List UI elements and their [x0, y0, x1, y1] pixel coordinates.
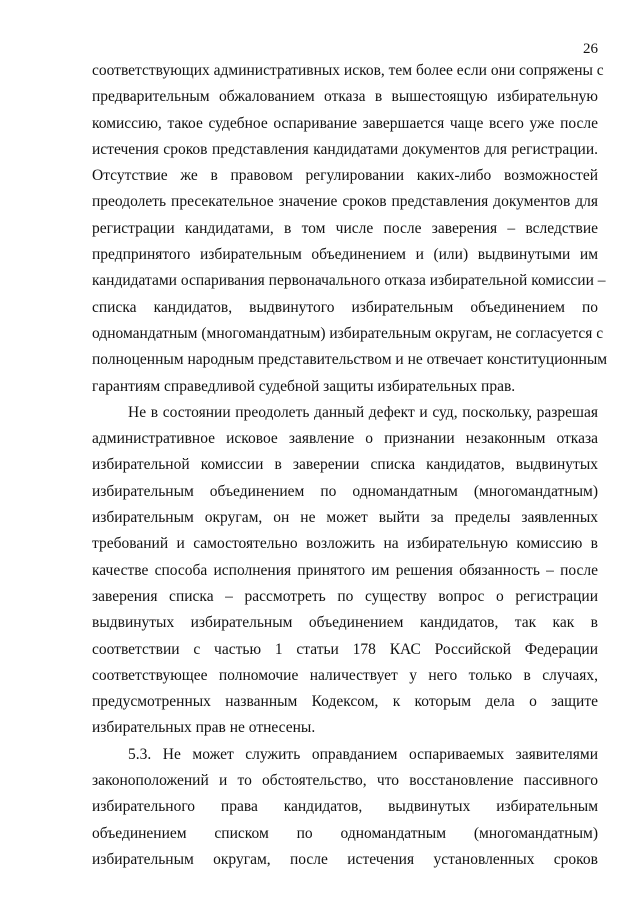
paragraph	[92, 58, 608, 400]
text-line: избирательным объединением по одномандатным (многомандатным)	[92, 482, 598, 500]
text-line: предусмотренных названным Кодексом, к которым дела о защите	[92, 693, 598, 711]
document-body	[92, 58, 608, 873]
text-line: выдвинутых избирательным объединением кандидатов, так как в	[92, 614, 598, 632]
text-line: предварительным обжалованием отказа в вышестоящую избирательную	[92, 88, 598, 106]
text-line: избирательным округам, после истечения установленных сроков	[92, 850, 598, 868]
text-line: объединением списком по одномандатным (многомандатным)	[92, 824, 598, 842]
text-line: соответствии с частью 1 статьи 178 КАС Российской Федерации	[92, 640, 598, 658]
text-line: избирательной комиссии в заверении списка кандидатов, выдвинутых	[92, 456, 598, 474]
paragraph	[92, 400, 598, 742]
text-line: Не в состоянии преодолеть данный дефект и суд, поскольку, разрешая	[128, 403, 598, 421]
text-line: преодолеть пресекательное значение сроков представления документов для	[92, 193, 598, 211]
text-line: одномандатным (многомандатным) избирательным округам, не согласуется с	[92, 324, 604, 342]
text-line: гарантиям справедливой судебной защиты избирательных прав.	[92, 377, 516, 395]
paragraph	[92, 742, 598, 873]
text-line: законоположений и то обстоятельство, что восстановление пассивного	[92, 772, 598, 790]
text-line: списка кандидатов, выдвинутого избирательным объединением по	[92, 298, 598, 316]
text-line: соответствующих административных исков, тем более если они сопряжены с	[92, 62, 604, 79]
text-line: кандидатами оспаривания первоначального отказа избирательной комиссии –	[92, 272, 606, 290]
text-line: требований и самостоятельно возложить на избирательную комиссию в	[92, 535, 598, 553]
text-line: соответствующее полномочие наличествует у него только в случаях,	[92, 666, 598, 684]
text-line: истечения сроков представления кандидатами документов для регистрации.	[92, 140, 598, 158]
text-line: заверения списка – рассмотреть по существу вопрос о регистрации	[92, 587, 598, 605]
text-line: избирательного права кандидатов, выдвинутых избирательным	[92, 798, 598, 816]
text-line: избирательным округам, он не может выйти за пределы заявленных	[92, 509, 598, 527]
text-line: комиссию, такое судебное оспаривание завершается чаще всего уже после	[92, 114, 598, 132]
text-line: 5.3. Не может служить оправданием оспариваемых заявителями	[128, 745, 598, 763]
text-line: административное исковое заявление о признании незаконным отказа	[92, 430, 598, 448]
page-number: 26	[583, 41, 598, 57]
text-line: качестве способа исполнения принятого им решения обязанность – после	[92, 561, 598, 579]
text-line: избирательных прав не отнесены.	[92, 719, 316, 737]
text-line: Отсутствие же в правовом регулировании каких-либо возможностей	[92, 167, 598, 185]
text-line: полноценным народным представительством и не отвечает конституционным	[92, 351, 608, 369]
text-line: предпринятого избирательным объединением и (или) выдвинутыми им	[92, 246, 598, 264]
text-line: регистрации кандидатами, в том числе после заверения – вследствие	[92, 219, 598, 237]
